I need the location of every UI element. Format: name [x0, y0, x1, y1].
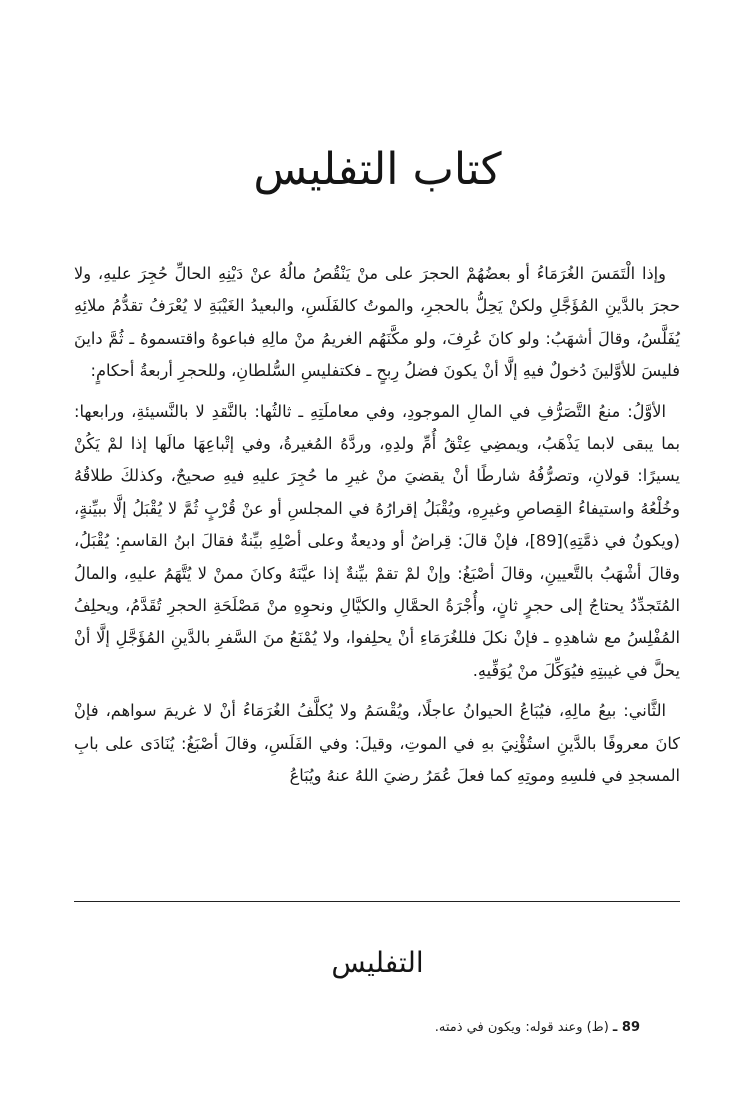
chapter-title: كتاب التفليس [253, 144, 502, 195]
footnote [435, 1016, 640, 1040]
body-text [74, 258, 680, 801]
running-footer-title: التفليس [331, 946, 424, 979]
footnote-number: 89 ـ [612, 1020, 640, 1035]
footnote-text: (ط) وعند قوله: ويكون في ذمته. [434, 1020, 609, 1035]
footnote-divider [74, 901, 680, 902]
paragraph-second-ruling: الثَّاني: بيعُ مالِهِ، فيُبَاعُ الحيوانُ عاجلًا، ويُقْسَمُ ولا يُكلَّفُ الغُرَمَاءُ أنْ لا غريمَ سواهم، فإنْ كانَ معروفًا بالدَّينِ استُؤْنِيَ بهِ في الموتِ، وقيلَ: وفي الفَلَسِ، وقالَ أصْبَغُ: يُنَادَى على بابِ المسجدِ في فلسِهِ وموتِهِ كما فعلَ عُمَرُ رضيَ اللهُ عنهُ ويُبَاعُ [74, 701, 680, 786]
paragraph-intro: وإذا الْتَمَسَ الغُرَمَاءُ أو بعضُهُمْ الحجرَ على منْ يَنْقُصُ مالُهُ عنْ دَيْنِهِ الحالِّ حُجِرَ عليهِ، ولا حجرَ بالدَّينِ المُؤَجَّلِ ولكنْ يَحِلُّ بالحجرِ، والموتُ كالفَلَسِ، والبعيدُ الغَيْبَةِ لا يُعْرَفُ تقدُّمُ ملائِهِ يُفَلَّسُ، وقالَ أشهَبُ: ولو كانَ عُرِفَ، ولو مكَّنَهُم الغريمُ منْ مالِهِ فباعوهُ واقتسموهُ ـ ثُمَّ داينَ فليسَ للأوَّلينَ دُخولٌ فيهِ إلَّا أنْ يكونَ فضلُ رِبحٍ ـ فكتفليسِ السُّلطانِ، وللحجرِ أربعةُ أحكامٍ: [74, 264, 680, 381]
paragraph-first-ruling: الأوَّلُ: منعُ التَّصَرُّفِ في المالِ الموجودِ، وفي معاملَتِهِ ـ ثالثُها: بالنَّقدِ لا بالنَّسيئةِ، ورابعها: بما يبقى لابما يَذْهَبُ، ويمضِي عِتْقُ أُمِّ ولدِهِ، وردَّهُ المُغيرةُ، وفي إتْباعِهَا مالَها إذا لمْ يَكُنْ يسيرًا: قولانِ، وتصرُّفُهُ شارطًا أنْ يقضيَ منْ غيرِ ما حُجِرَ عليهِ فيهِ صحيحٌ، وكذلكَ طلاقُهُ وخُلْعُهُ واستيفاءُ القِصاصِ وغيرِهِ، ويُقْبَلُ إقرارُهُ في المجلسِ أو عنْ قُرْبٍ ثُمَّ لا يُقْبَلُ إلَّا ببيِّنةٍ، (ويكونُ في ذمَّتِهِ)[89]، فإنْ قالَ: قِراضٌ أو وديعةٌ وعلى أصْلِهِ بيِّنةٌ فقالَ ابنُ القاسمِ: يُقْبَلُ، وقالَ أشْهَبُ بالتَّعيينِ، وقالَ أصْبَغُ: وإنْ لمْ تقمْ بيِّنةٌ إذا عيَّنَهُ وكانَ ممنْ لا يُتَّهَمُ عليهِ، والمالُ المُتَجدِّدُ يحتاجُ إلى حجرٍ ثانٍ، وأُجْرَةُ الحمَّالِ والكيَّالِ ونحوِهِ منْ مَصْلَحَةِ الحجرِ تُقَدَّمُ، ويحلِفُ المُفْلِسُ مع شاهدِهِ ـ فإنْ نكلَ فللغُرَمَاءِ أنْ يحلِفوا، ولا يُمْنَعُ منَ السَّفرِ بالدَّينِ المُؤَجَّلِ إلَّا أنْ يحلَّ في غيبتِهِ فيُوَكِّلَ منْ يُوَفِّيهِ. [74, 401, 680, 680]
